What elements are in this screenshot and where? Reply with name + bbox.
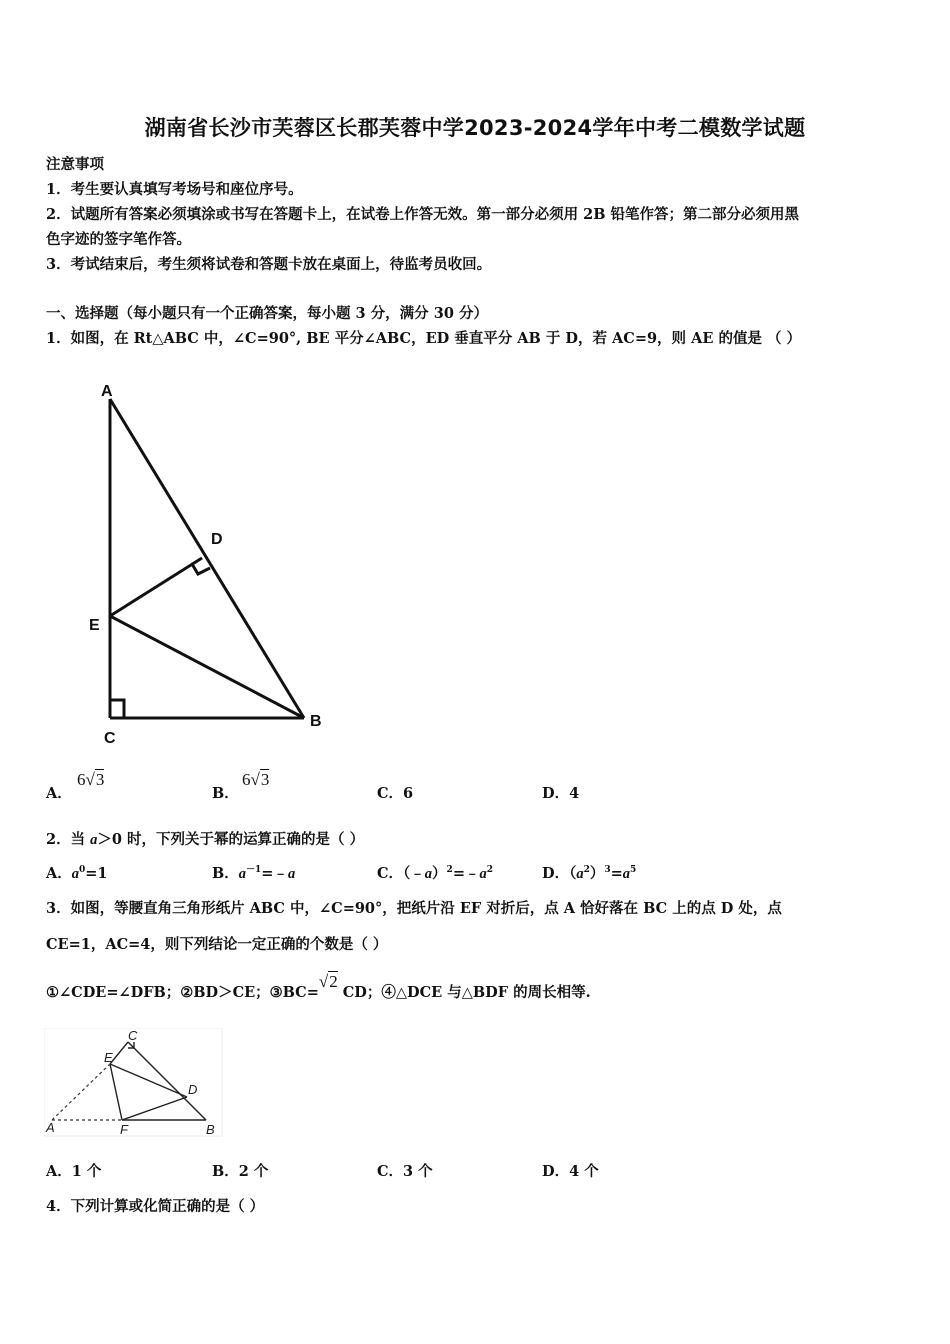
segment-eb	[110, 616, 304, 718]
section-heading: 一、选择题（每小题只有一个正确答案，每小题 3 分，满分 30 分）	[46, 305, 488, 322]
q3-option-c: C．3 个	[377, 1163, 433, 1180]
q2-option-c: C．$(﹣a)^2=﹣a^2$	[377, 865, 493, 882]
q2-option-d: D．$(a^2)^3=a^5$	[542, 865, 637, 882]
label-f: F	[120, 1122, 128, 1137]
label-b: B	[310, 713, 322, 730]
question-2-stem: 2．当 a＞0 时，下列关于幂的运算正确的是（ ）	[46, 831, 365, 848]
question-4-stem: 4．下列计算或化简正确的是（ ）	[46, 1198, 265, 1215]
notice-heading: 注意事项	[46, 156, 104, 173]
label-c: C	[128, 1028, 138, 1043]
label-c: C	[104, 730, 116, 747]
q1-option-c: C．6	[377, 785, 414, 802]
q3-option-d: D．4 个	[542, 1163, 599, 1180]
label-e: E	[104, 1050, 113, 1065]
q3-option-a: A．1 个	[46, 1163, 102, 1180]
label-d: D	[188, 1082, 198, 1097]
label-a: A	[101, 383, 113, 400]
q2-option-a: A．$a^0=1$	[46, 865, 108, 882]
right-angle-mark-d	[192, 564, 210, 574]
q1-option-b-label: B．	[212, 785, 239, 802]
label-d: D	[211, 531, 223, 548]
q2-option-b: B．$a^{-1}=﹣a$	[212, 865, 296, 882]
question-1-stem: 1．如图，在 Rt△ABC 中，∠C=90°, BE 平分∠ABC，ED 垂直平分 AB 于 D，若 AC=9，则 AE 的值是 （ ）	[46, 330, 802, 347]
q1-option-d: D．4	[542, 785, 580, 802]
notice-item: 2．试题所有答案必须填涂或书写在答题卡上，在试卷上作答无效。第一部分必须用 2B 铅笔作答；第二部分必须用黑	[46, 206, 800, 223]
q1-option-a-label: A．	[46, 785, 72, 802]
question-3-stem-line2: CE=1，AC=4，则下列结论一定正确的个数是（ ）	[46, 936, 388, 953]
q3-folded-triangle-figure	[44, 1028, 224, 1138]
q1-triangle-figure	[80, 375, 340, 750]
label-a: A	[46, 1120, 55, 1135]
right-angle-mark-c	[110, 700, 124, 718]
q3-option-b: B．2 个	[212, 1163, 269, 1180]
notice-item: 1．考生要认真填写考场号和座位序号。	[46, 181, 303, 198]
segment-ab	[110, 399, 304, 718]
notice-item: 色字迹的签字笔作答。	[46, 231, 191, 248]
q1-option-b-value: 6√3	[242, 770, 270, 789]
q1-option-a-value: 6√3	[77, 770, 105, 789]
question-3-statements: ①∠CDE=∠DFB；②BD＞CE；③BC=√2 CD；④△DCE 与△BDF 的周长相等.	[46, 972, 591, 1001]
page-title: 湖南省长沙市芙蓉区长郡芙蓉中学2023-2024学年中考二模数学试题	[144, 116, 806, 140]
question-3-stem-line1: 3．如图，等腰直角三角形纸片 ABC 中，∠C=90°，把纸片沿 EF 对折后，点 A 恰好落在 BC 上的点 D 处，点	[46, 900, 782, 917]
segment-ed	[110, 558, 202, 616]
label-e: E	[89, 617, 100, 634]
notice-item: 3．考试结束后，考生须将试卷和答题卡放在桌面上，待监考员收回。	[46, 256, 492, 273]
label-b: B	[206, 1122, 215, 1137]
